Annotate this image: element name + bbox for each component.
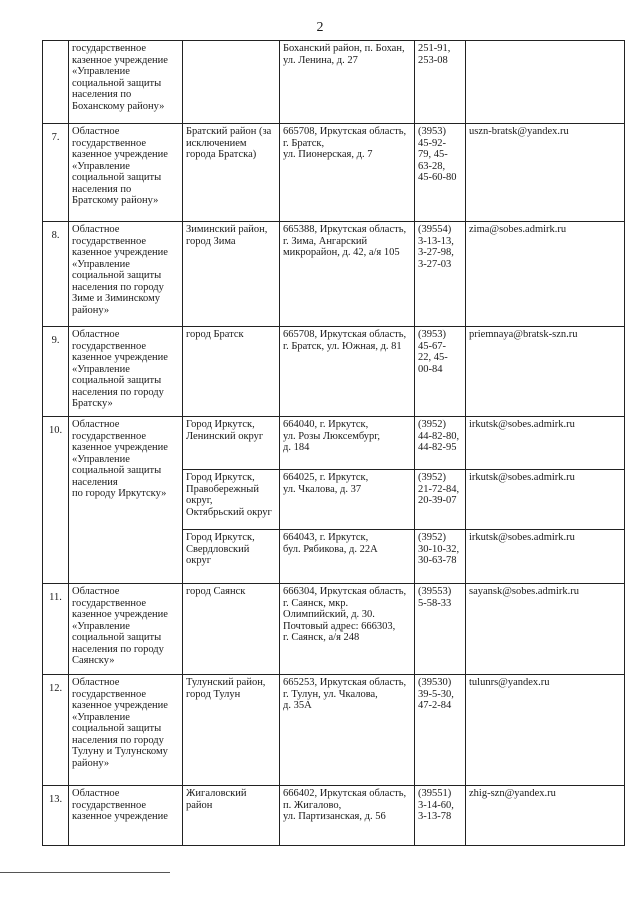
table-row [43, 786, 625, 846]
table-row [43, 584, 625, 675]
row-number: 10. [43, 417, 69, 584]
district-name: город Братск [183, 327, 280, 417]
institution-name: государственное казенное учреждение «Управление социальной защиты населения по Боханскому району» [69, 41, 183, 124]
phone: 251-91, 253-08 [415, 41, 466, 124]
email: uszn-bratsk@yandex.ru [466, 124, 625, 222]
district-name: Город Иркутск, Ленинский округ [183, 417, 280, 470]
institution-name: Областное государственное казенное учреждение «Управление социальной защиты населения по городу Зиме и Зиминскому району» [69, 222, 183, 327]
phone: (39530) 39-5-30, 47-2-84 [415, 675, 466, 786]
footnote-rule [0, 872, 170, 873]
district-name: Город Иркутск, Правобережный округ, Октябрьский округ [183, 470, 280, 530]
district-name: Братский район (за исключением города Братска) [183, 124, 280, 222]
district-name: Тулунский район, город Тулун [183, 675, 280, 786]
address: 665388, Иркутская область, г. Зима, Ангарский микрорайон, д. 42, а/я 105 [280, 222, 415, 327]
phone: (3952) 30-10-32, 30-63-78 [415, 530, 466, 584]
address: Боханский район, п. Бохан, ул. Ленина, д. 27 [280, 41, 415, 124]
institution-name: Областное государственное казенное учреждение «Управление социальной защиты населения по городу Братску» [69, 327, 183, 417]
table-row [43, 417, 625, 470]
row-number: 11. [43, 584, 69, 675]
institutions-table [42, 40, 625, 846]
phone: (39551) 3-14-60, 3-13-78 [415, 786, 466, 846]
phone: (3953) 45-92- 79, 45- 63-28, 45-60-80 [415, 124, 466, 222]
institution-name: Областное государственное казенное учреждение «Управление социальной защиты населения по городу Тулуну и Тулунскому району» [69, 675, 183, 786]
email: zima@sobes.admirk.ru [466, 222, 625, 327]
email: irkutsk@sobes.admirk.ru [466, 470, 625, 530]
table-row [43, 41, 625, 124]
email: zhig-szn@yandex.ru [466, 786, 625, 846]
phone: (3953) 45-67- 22, 45- 00-84 [415, 327, 466, 417]
email: priemnaya@bratsk-szn.ru [466, 327, 625, 417]
email: irkutsk@sobes.admirk.ru [466, 530, 625, 584]
address: 665708, Иркутская область, г. Братск, ул. Пионерская, д. 7 [280, 124, 415, 222]
table-row [43, 124, 625, 222]
phone: (39553) 5-58-33 [415, 584, 466, 675]
address: 666402, Иркутская область, п. Жигалово, ул. Партизанская, д. 56 [280, 786, 415, 846]
address: 664025, г. Иркутск, ул. Чкалова, д. 37 [280, 470, 415, 530]
row-number [43, 41, 69, 124]
phone: (3952) 44-82-80, 44-82-95 [415, 417, 466, 470]
page-number: 2 [316, 20, 324, 35]
email: irkutsk@sobes.admirk.ru [466, 417, 625, 470]
email [466, 41, 625, 124]
table-row [43, 675, 625, 786]
phone: (39554) 3-13-13, 3-27-98, 3-27-03 [415, 222, 466, 327]
address: 664043, г. Иркутск, бул. Рябикова, д. 22А [280, 530, 415, 584]
district-name: Зиминский район, город Зима [183, 222, 280, 327]
row-number: 12. [43, 675, 69, 786]
institution-name: Областное государственное казенное учреждение «Управление социальной защиты населения по городу Саянску» [69, 584, 183, 675]
district-name [183, 41, 280, 124]
row-number: 8. [43, 222, 69, 327]
phone: (3952) 21-72-84, 20-39-07 [415, 470, 466, 530]
district-name: город Саянск [183, 584, 280, 675]
row-number: 9. [43, 327, 69, 417]
address: 664040, г. Иркутск, ул. Розы Люксембург, д. 184 [280, 417, 415, 470]
address: 665708, Иркутская область, г. Братск, ул. Южная, д. 81 [280, 327, 415, 417]
email: sayansk@sobes.admirk.ru [466, 584, 625, 675]
row-number: 7. [43, 124, 69, 222]
district-name: Город Иркутск, Свердловский округ [183, 530, 280, 584]
institution-name: Областное государственное казенное учреждение «Управление социальной защиты населения по городу Иркутску» [69, 417, 183, 584]
district-name: Жигаловский район [183, 786, 280, 846]
address: 666304, Иркутская область, г. Саянск, мкр. Олимпийский, д. 30. Почтовый адрес: 666303, г. Саянск, а/я 248 [280, 584, 415, 675]
email: tulunrs@yandex.ru [466, 675, 625, 786]
table-row [43, 222, 625, 327]
address: 665253, Иркутская область, г. Тулун, ул. Чкалова, д. 35А [280, 675, 415, 786]
row-number: 13. [43, 786, 69, 846]
institution-name: Областное государственное казенное учреждение [69, 786, 183, 846]
institution-name: Областное государственное казенное учреждение «Управление социальной защиты населения по Братскому району» [69, 124, 183, 222]
table-row [43, 327, 625, 417]
